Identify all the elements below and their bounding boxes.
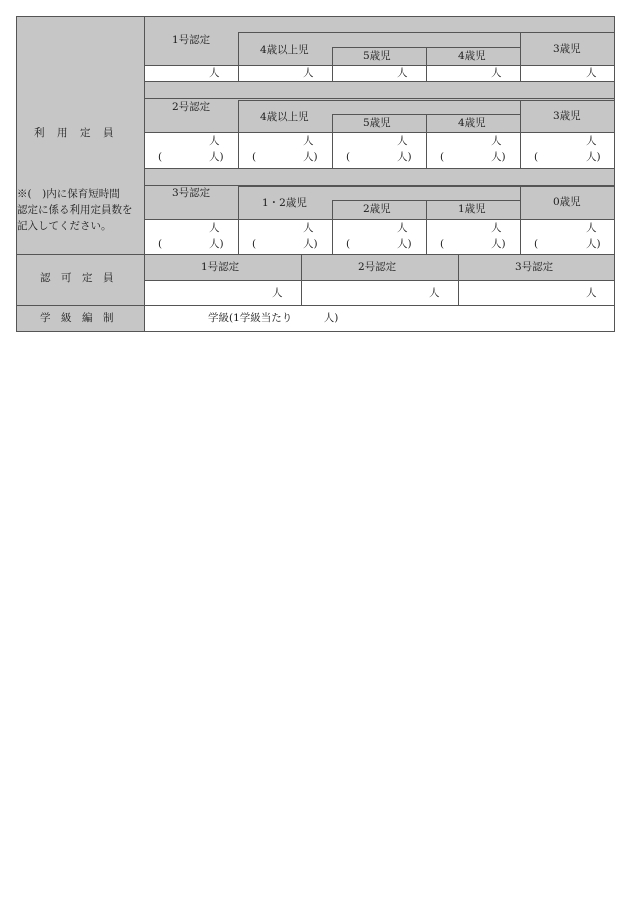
- unit-person: 人: [491, 135, 502, 147]
- approved-cert2: 2号認定: [358, 261, 397, 273]
- approved-cert3: 3号認定: [515, 261, 554, 273]
- paren-open: (: [158, 151, 163, 163]
- note-line-3: 記入してください。: [17, 220, 112, 232]
- unit-person-paren: 人): [586, 238, 601, 250]
- unit-person-paren: 人): [397, 238, 412, 250]
- group2-title: 2号認定: [172, 101, 211, 113]
- unit-person: 人: [586, 222, 597, 234]
- table-frame: [16, 16, 615, 332]
- unit-person: 人: [209, 135, 220, 147]
- paren-open: (: [440, 151, 445, 163]
- usage-capacity-label: 利 用 定 員: [34, 127, 115, 139]
- unit-person-paren: 人): [397, 151, 412, 163]
- class-structure-value: 学級(1学級当たり 人): [208, 312, 339, 324]
- group3-age-group: 1・2歳児: [262, 197, 307, 209]
- paren-open: (: [346, 238, 351, 250]
- unit-person: 人: [209, 67, 220, 79]
- paren-open: (: [346, 151, 351, 163]
- class-structure-label: 学 級 編 制: [40, 312, 114, 324]
- unit-person: 人: [429, 287, 440, 299]
- group3-age1: 1歳児: [458, 203, 486, 215]
- note-line-1: ※( )内に保育短時間: [17, 188, 120, 200]
- group1-age-group: 4歳以上児: [260, 44, 309, 56]
- unit-person: 人: [303, 67, 314, 79]
- unit-person-paren: 人): [491, 151, 506, 163]
- unit-person-paren: 人): [586, 151, 601, 163]
- unit-person: 人: [586, 135, 597, 147]
- unit-person: 人: [209, 222, 220, 234]
- paren-open: (: [440, 238, 445, 250]
- group1-age5: 5歳児: [363, 50, 391, 62]
- paren-open: (: [534, 238, 539, 250]
- group2-age4: 4歳児: [458, 117, 486, 129]
- unit-person-paren: 人): [209, 151, 224, 163]
- group1-age4: 4歳児: [458, 50, 486, 62]
- approved-cert1: 1号認定: [201, 261, 240, 273]
- paren-open: (: [252, 238, 257, 250]
- unit-person: 人: [272, 287, 283, 299]
- unit-person: 人: [491, 67, 502, 79]
- unit-person-paren: 人): [303, 151, 318, 163]
- approved-capacity-label: 認 可 定 員: [40, 272, 114, 284]
- paren-open: (: [252, 151, 257, 163]
- unit-person: 人: [303, 222, 314, 234]
- unit-person: 人: [303, 135, 314, 147]
- group2-age-group: 4歳以上児: [260, 111, 309, 123]
- unit-person-paren: 人): [209, 238, 224, 250]
- group3-age2: 2歳児: [363, 203, 391, 215]
- group3-age0: 0歳児: [553, 196, 581, 208]
- unit-person: 人: [397, 135, 408, 147]
- paren-open: (: [534, 151, 539, 163]
- unit-person-paren: 人): [491, 238, 506, 250]
- unit-person: 人: [397, 67, 408, 79]
- note-line-2: 認定に係る利用定員数を: [17, 204, 133, 216]
- group1-title: 1号認定: [172, 34, 211, 46]
- group2-age3: 3歳児: [553, 110, 581, 122]
- unit-person: 人: [586, 67, 597, 79]
- group2-age5: 5歳児: [363, 117, 391, 129]
- unit-person: 人: [586, 287, 597, 299]
- group1-age3: 3歳児: [553, 43, 581, 55]
- group3-title: 3号認定: [172, 187, 211, 199]
- unit-person: 人: [491, 222, 502, 234]
- unit-person: 人: [397, 222, 408, 234]
- paren-open: (: [158, 238, 163, 250]
- unit-person-paren: 人): [303, 238, 318, 250]
